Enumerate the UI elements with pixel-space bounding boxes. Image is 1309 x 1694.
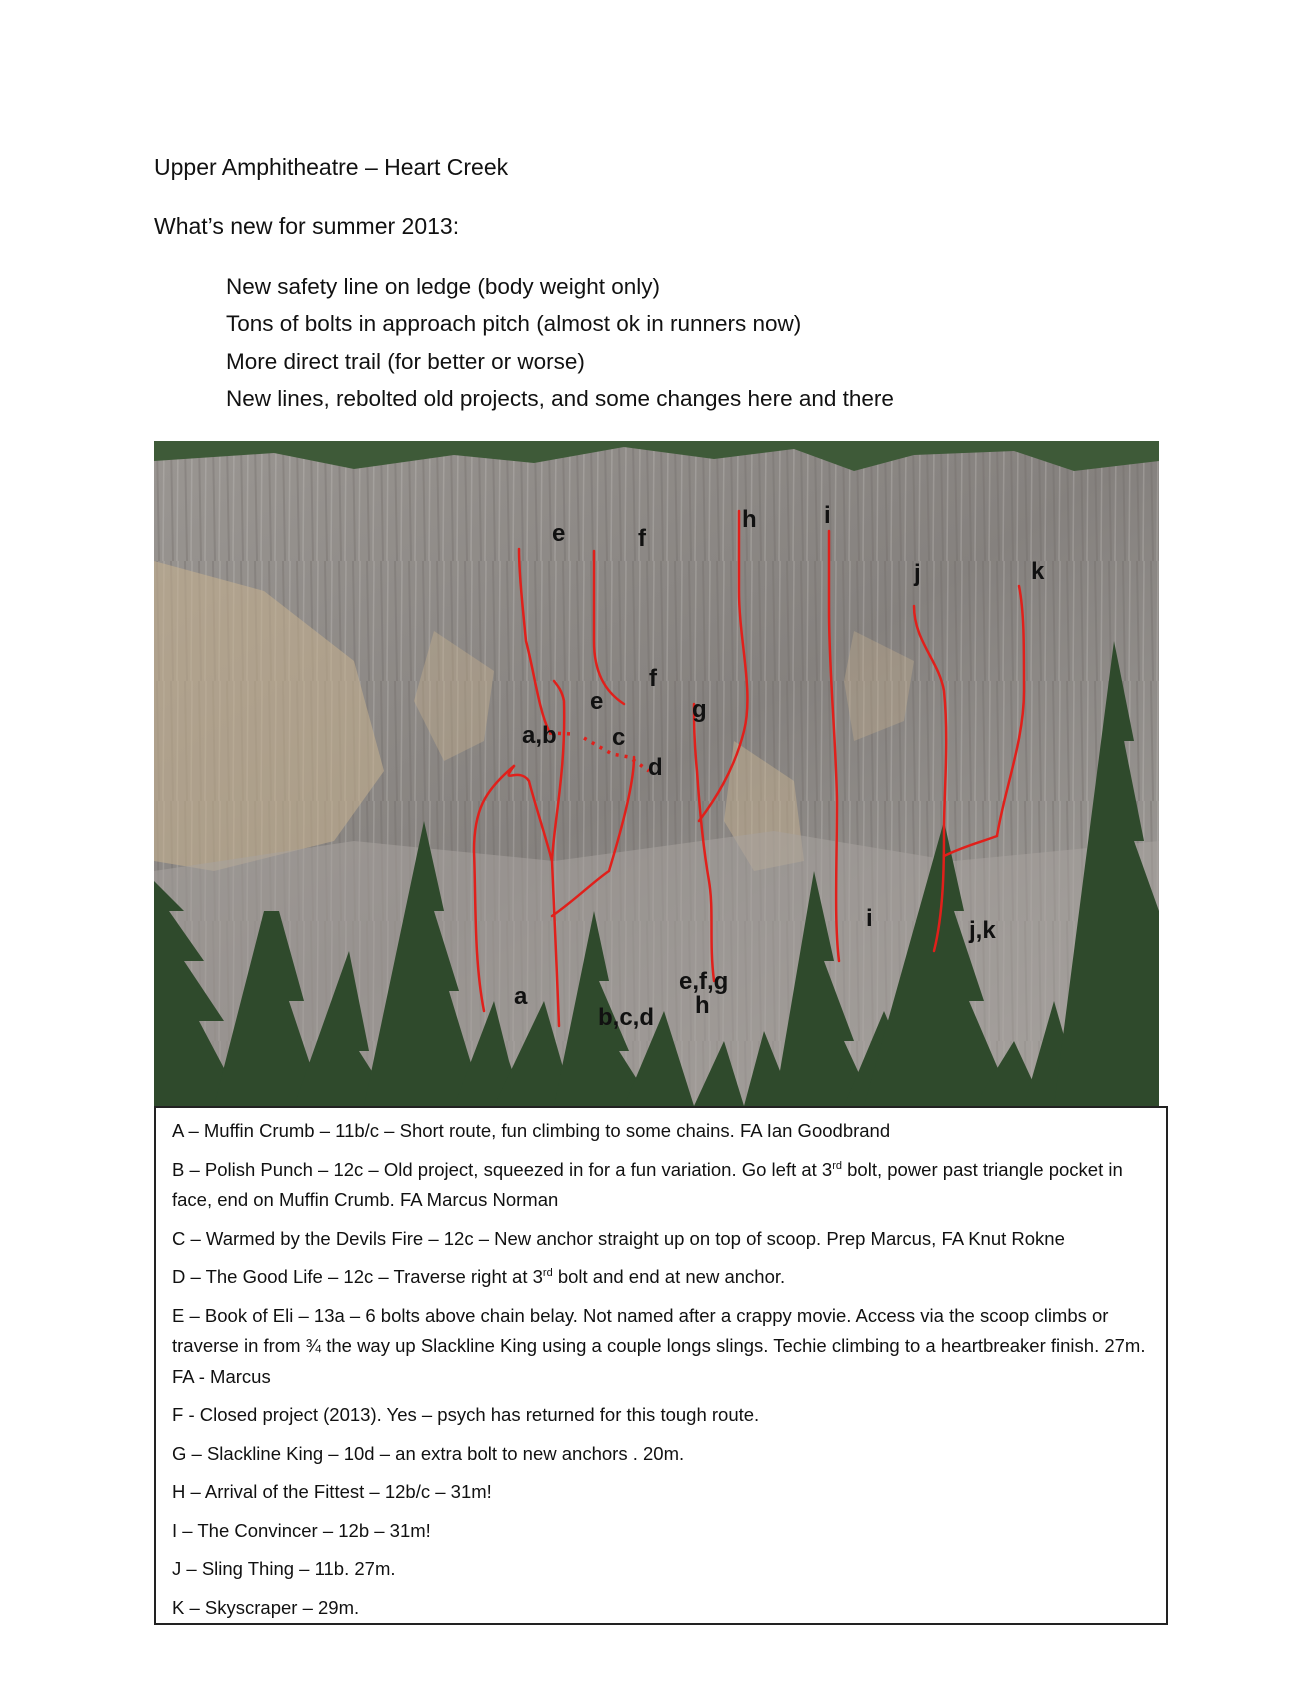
- route-legend: [154, 1106, 1168, 1625]
- list-item-text: Tons of bolts in approach pitch (almost ok in runners now): [226, 311, 802, 337]
- route-label: a: [514, 983, 528, 1010]
- route-description: B – Polish Punch – 12c – Old project, squeezed in for a fun variation. Go left at 3rd bolt, power past triangle pocket in face, end on Muffin Crumb. FA Marcus Norman: [172, 1158, 1123, 1210]
- route-description: I – The Convincer – 12b – 31m!: [172, 1519, 431, 1541]
- route-label: i: [824, 502, 831, 529]
- route-description: H – Arrival of the Fittest – 12b/c – 31m!: [172, 1481, 492, 1502]
- route-label: j: [914, 560, 921, 587]
- route-label: e,f,g: [679, 968, 729, 995]
- route-label: g: [692, 696, 707, 723]
- route-description: E – Book of Eli – 13a – 6 bolts above chain belay. Not named after a crappy movie. Access via the scoop climbs or traverse in from ¾ the way up Slackline King using a couple longs slings. Techie climbing to a heartbreaker finish. 27m. FA - Marcus: [172, 1304, 1146, 1387]
- list-item-text: New lines, rebolted old projects, and some changes here and there: [226, 386, 894, 412]
- route-label: i: [866, 905, 873, 932]
- route-label: h: [695, 992, 710, 1019]
- route-label: f: [638, 525, 646, 552]
- route-label: d: [648, 754, 663, 781]
- route-label: c: [612, 724, 626, 751]
- list-item: [190, 381, 894, 419]
- route-label: h: [742, 506, 757, 533]
- route-description: C – Warmed by the Devils Fire – 12c – New anchor straight up on top of scoop. Prep Marcus, FA Knut Rokne: [172, 1227, 1065, 1249]
- route-description: G – Slackline King – 10d – an extra bolt to new anchors . 20m.: [172, 1442, 685, 1464]
- list-item: [190, 306, 894, 344]
- route-label: e: [590, 688, 604, 715]
- page-title: Upper Amphitheatre – Heart Creek: [154, 154, 509, 180]
- route-description: A – Muffin Crumb – 11b/c – Short route, fun climbing to some chains. FA Ian Goodbrand: [172, 1120, 891, 1141]
- route-description: F - Closed project (2013). Yes – psych has returned for this tough route.: [172, 1404, 760, 1425]
- route-label: f: [649, 665, 657, 692]
- page-subtitle: What’s new for summer 2013:: [154, 213, 460, 239]
- list-item: [190, 343, 894, 381]
- whats-new-list: [190, 268, 894, 418]
- route-description: J – Sling Thing – 11b. 27m.: [172, 1558, 396, 1579]
- list-item: [190, 268, 894, 306]
- route-description: D – The Good Life – 12c – Traverse right at 3rd bolt and end at new anchor.: [172, 1266, 786, 1287]
- route-description: K – Skyscraper – 29m.: [172, 1596, 360, 1618]
- route-label: j,k: [969, 917, 996, 944]
- route-label: a,b: [522, 722, 557, 749]
- list-item-text: New safety line on ledge (body weight only): [226, 273, 660, 299]
- route-label: b,c,d: [598, 1004, 655, 1031]
- route-label: k: [1031, 558, 1045, 585]
- crag-topo-photo: [154, 441, 1159, 1106]
- route-label: e: [552, 520, 566, 547]
- list-item-text: More direct trail (for better or worse): [226, 348, 585, 374]
